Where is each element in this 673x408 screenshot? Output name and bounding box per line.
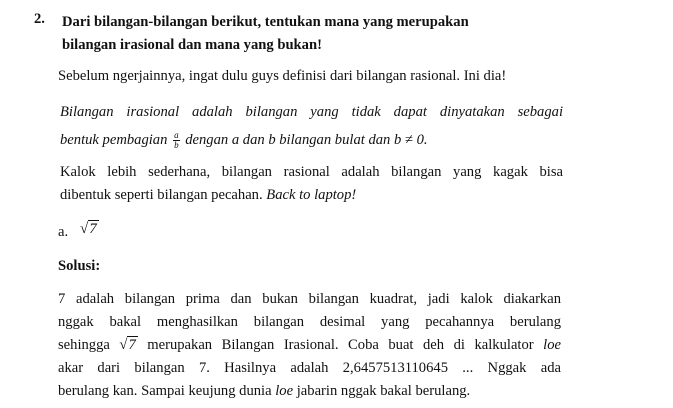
fraction-a-over-b — [173, 131, 180, 150]
radicand: 7 — [89, 221, 97, 237]
simpler-line-2-plain: dibentuk seperti bilangan pecahan. — [60, 187, 263, 203]
solution-line-1: 7 adalah bilangan prima dan bukan bilangan kuadrat, jadi kalok diakarkan — [58, 291, 561, 307]
definition-paragraph — [60, 98, 563, 154]
solution-line-3-a: sehingga — [58, 337, 110, 353]
solution-line-5-a: berulang kan. Sampai keujung dunia — [58, 383, 272, 399]
simpler-line-1: Kalok lebih sederhana, bilangan rasional adalah bilangan yang kagak bisa — [60, 164, 563, 180]
solution-line-4: akar dari bilangan 7. Hasilnya adalah 2,6457513110645 ... Nggak ada — [58, 360, 561, 376]
solution-line-3-italic: loe — [543, 337, 562, 353]
question-title — [62, 11, 532, 57]
item-a-letter: a. — [58, 224, 69, 240]
fraction-numerator: a — [174, 130, 179, 141]
intro-text: Sebelum ngerjainnya, ingat dulu guys definisi dari bilangan rasional. Ini dia! — [58, 68, 507, 84]
fraction-denominator: b — [174, 140, 179, 151]
intro-paragraph — [58, 65, 561, 88]
question-title-line: bilangan irasional dan mana yang bukan! — [62, 37, 322, 53]
simpler-line-2-italic: Back to laptop! — [266, 187, 357, 203]
solution-line-5-b: jabarin nggak bakal berulang. — [296, 383, 471, 399]
solution-line-2: nggak bakal menghasilkan bilangan desimal yang pecahannya berulang — [58, 314, 561, 330]
radical-sign: √ — [119, 337, 128, 353]
definition-line-1: Bilangan irasional adalah bilangan yang tidak dapat dinyatakan sebagai — [60, 104, 563, 120]
definition-line-2-before: bentuk pembagian — [60, 132, 168, 148]
inline-sqrt-expression — [119, 337, 137, 353]
item-a-sqrt-expression — [80, 220, 99, 238]
solution-line-5-italic: loe — [275, 383, 294, 399]
solution-line-5 — [58, 380, 561, 403]
definition-line-2-after: dengan a dan b bilangan bulat dan b ≠ 0. — [185, 132, 428, 148]
solution-label: Solusi: — [58, 258, 101, 274]
definition-line-2 — [60, 126, 563, 154]
radical-sign: √ — [80, 221, 89, 237]
simpler-paragraph — [60, 161, 563, 207]
inline-radicand: 7 — [128, 337, 136, 353]
solution-paragraph — [58, 288, 561, 403]
simpler-line-2 — [60, 184, 563, 207]
solution-line-3-b: merupakan Bilangan Irasional. Coba buat deh di kalkulator — [147, 337, 534, 353]
solution-line-3 — [58, 334, 561, 357]
question-number: 2. — [34, 11, 45, 27]
question-title-line: Dari bilangan-bilangan berikut, tentukan mana yang merupakan — [62, 14, 469, 30]
